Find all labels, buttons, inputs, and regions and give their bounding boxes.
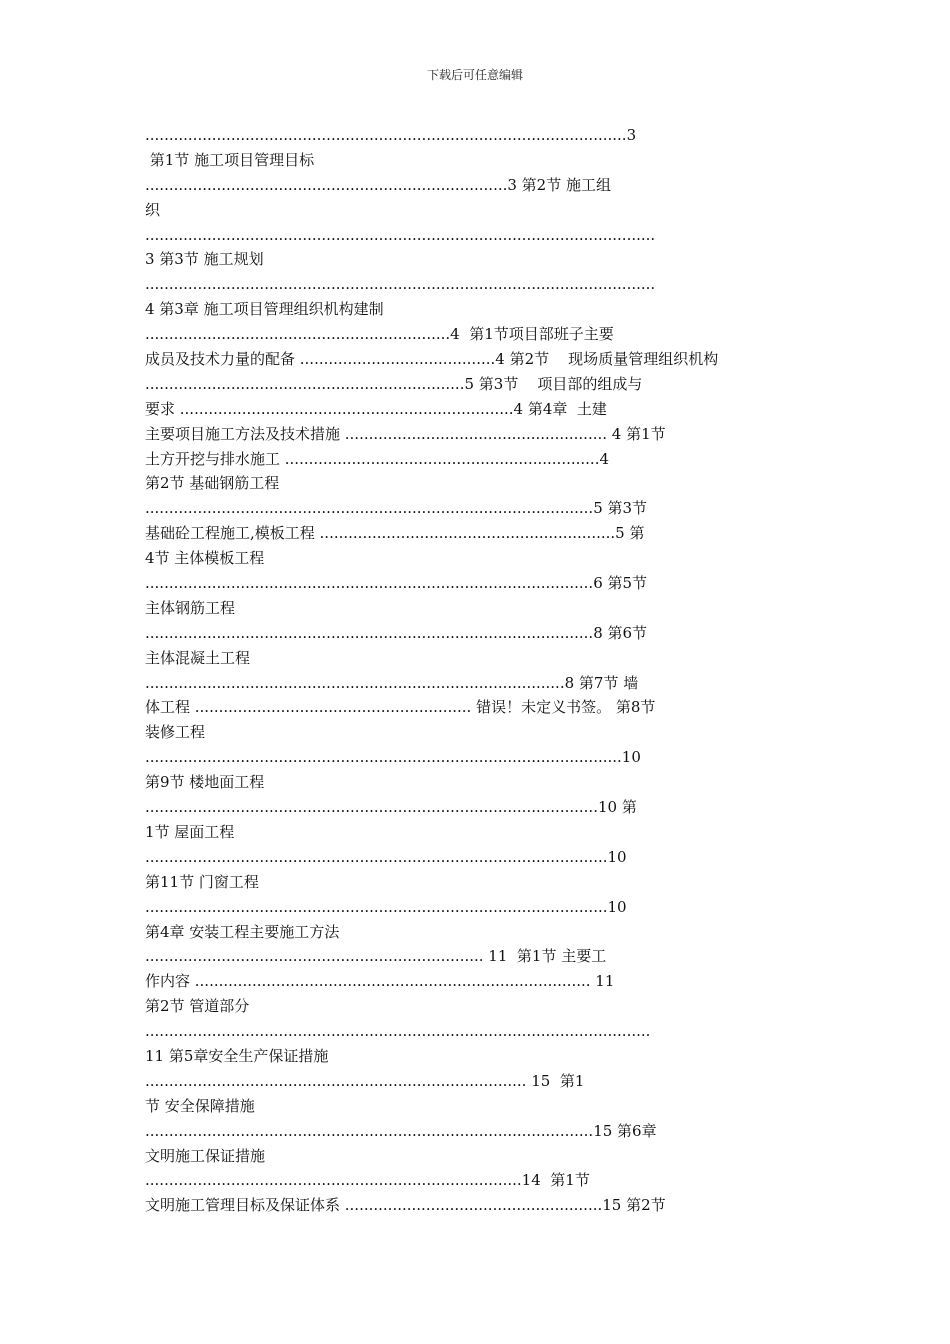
toc-line: .................................................................................................10	[145, 847, 627, 866]
toc-line: ...........................................................................................................	[145, 225, 656, 244]
toc-line: ...........................................................................................................	[145, 275, 656, 294]
toc-line: ................................................................................ 15 第1	[145, 1071, 585, 1090]
toc-line: 织	[145, 200, 161, 219]
toc-line: ...................................................................5 第3节 项目部的组成与	[145, 374, 643, 393]
toc-line: 第4章 安装工程主要施工方法	[145, 922, 340, 941]
toc-line: 第2节 管道部分	[145, 997, 250, 1016]
toc-line: ..............................................................................................15 第6章	[145, 1121, 657, 1140]
toc-line: ....................................................................................................10	[145, 748, 641, 767]
toc-line: 基础砼工程施工,模板工程 ..............................................................5 第	[145, 524, 645, 543]
toc-line: 主要项目施工方法及技术措施 ....................................................... 4 第1节	[145, 424, 666, 443]
toc-line: 第2节 基础钢筋工程	[145, 474, 280, 493]
toc-line: 要求 ......................................................................4 第4章 土建	[145, 399, 607, 418]
toc-line: ..............................................................................................8 第6节	[145, 623, 648, 642]
toc-line: 作内容 ................................................................................... 11	[145, 972, 615, 991]
toc-line: .................................................................................................10	[145, 897, 627, 916]
toc-line: 3 第3节 施工规划	[145, 250, 264, 269]
toc-line: ........................................................................................8 第7节 墙	[145, 673, 639, 692]
toc-line: 第1节 施工项目管理目标	[145, 150, 315, 169]
toc-line: 文明施工管理目标及保证体系 ......................................................15 第2节	[145, 1196, 666, 1215]
toc-line: ..............................................................................................5 第3节	[145, 499, 648, 518]
toc-line: ..............................................................................................6 第5节	[145, 574, 648, 593]
toc-line: 装修工程	[145, 723, 206, 742]
toc-line: ............................................................................3 第2节 施工组	[145, 175, 611, 194]
toc-line: 节 安全保障措施	[145, 1096, 255, 1115]
toc-line: 4 第3章 施工项目管理组织机构建制	[145, 300, 384, 319]
page-header: 下载后可任意编辑	[426, 68, 523, 82]
toc-line: 体工程 .......................................................... 错误！未定义书签。 第8节	[145, 698, 656, 717]
toc-line: ...............................................................................14 第1节	[145, 1171, 590, 1190]
toc-line: 主体钢筋工程	[145, 598, 236, 617]
toc-line: 主体混凝土工程	[145, 648, 251, 667]
toc-line: ..........................................................................................................	[145, 1022, 651, 1041]
toc-line: ...............................................................................................10 第	[145, 798, 637, 817]
toc-line: ................................................................4 第1节项目部班子主要	[145, 325, 614, 344]
table-of-contents	[145, 123, 765, 1218]
toc-line: 4节 主体模板工程	[145, 549, 265, 568]
toc-line: 11 第5章安全生产保证措施	[145, 1046, 329, 1065]
toc-line: 土方开挖与排水施工 ..................................................................4	[145, 449, 610, 468]
toc-line: 文明施工保证措施	[145, 1146, 266, 1165]
toc-line: .....................................................................................................3	[145, 126, 637, 144]
toc-line: 成员及技术力量的配备 .........................................4 第2节 现场质量管理组织机构	[145, 350, 719, 369]
toc-line: ....................................................................... 11 第1节 主要工	[145, 947, 607, 966]
toc-line: 第9节 楼地面工程	[145, 773, 265, 792]
toc-line: 1节 屋面工程	[145, 822, 235, 841]
toc-line: 第11节 门窗工程	[145, 872, 259, 891]
